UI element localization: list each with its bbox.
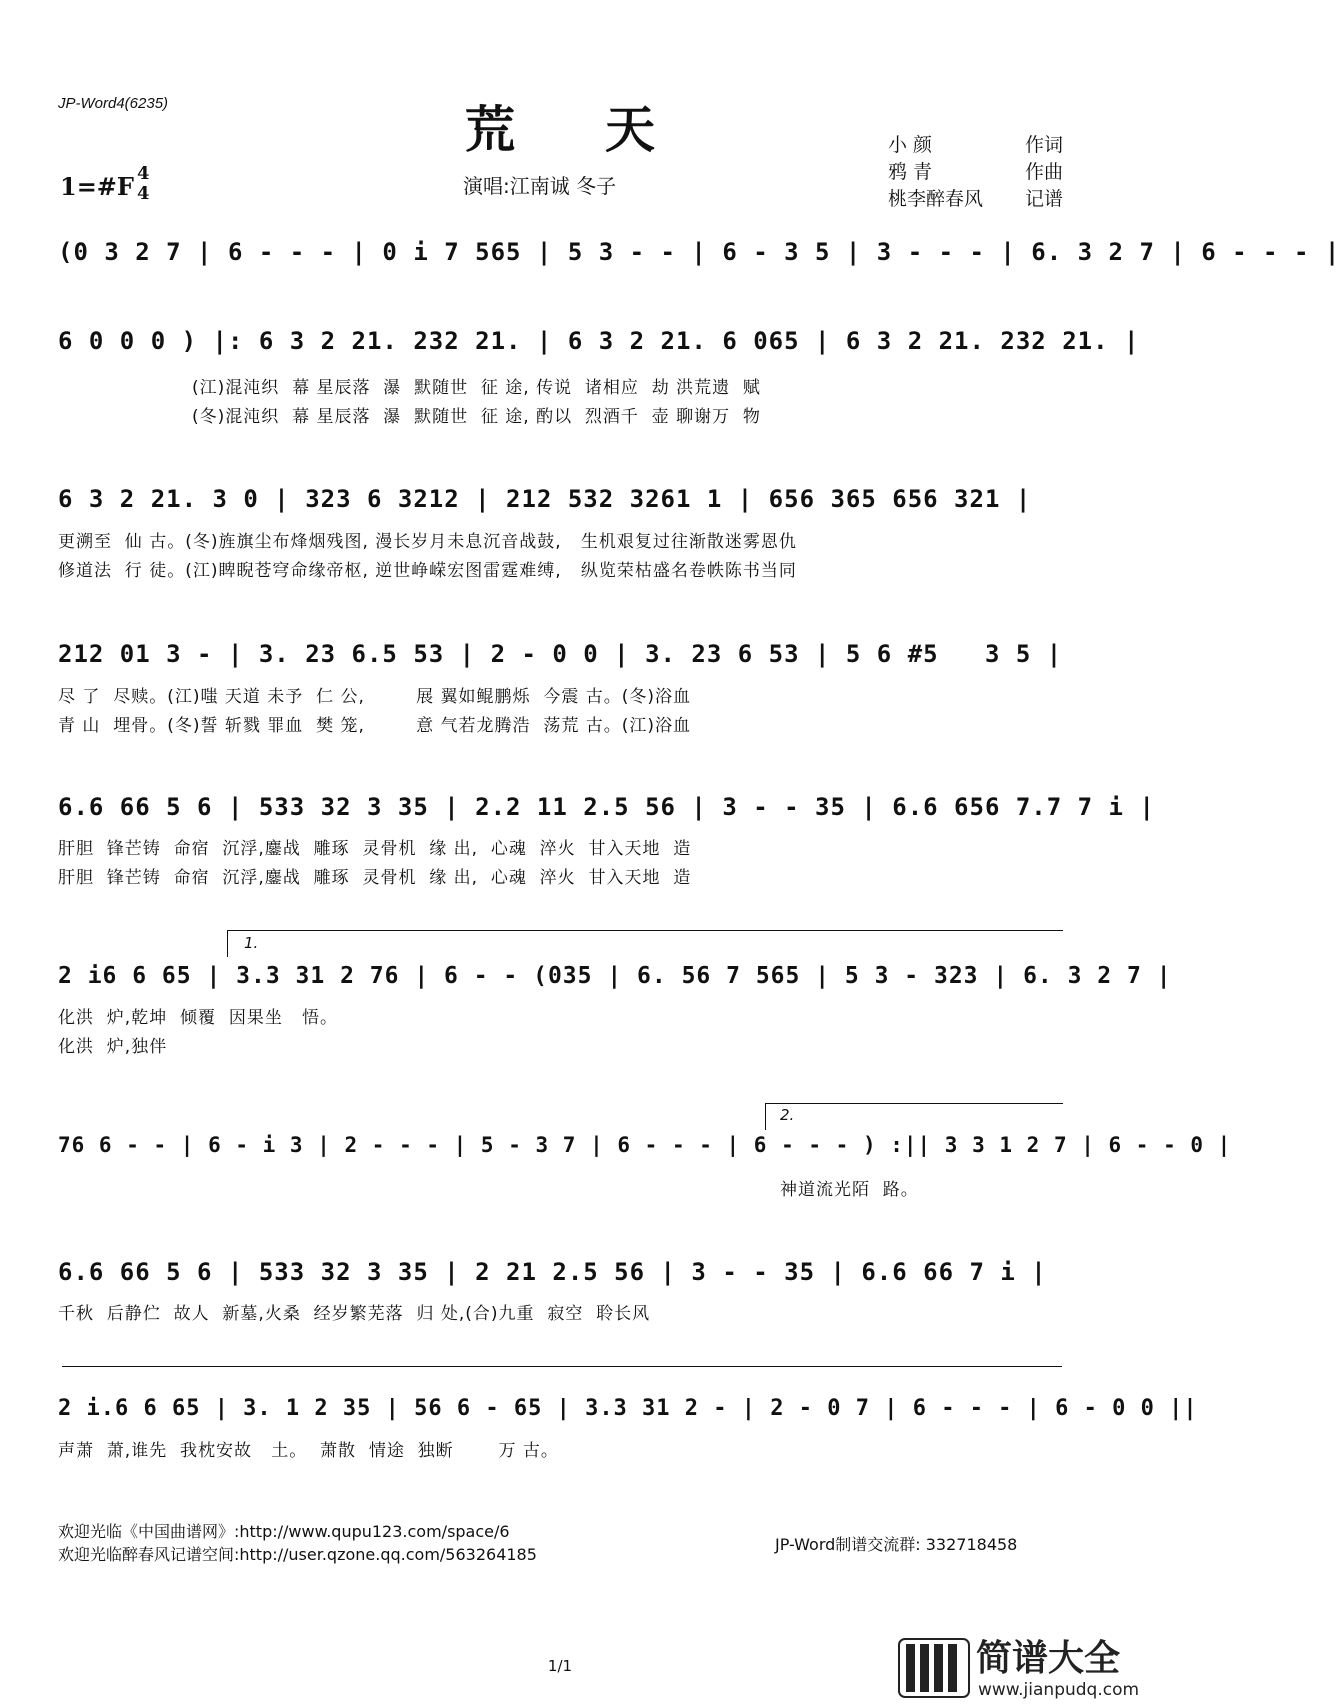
- lyric-verse-1: 尽 了 尽赎。(江)嗤 天道 未予 仁 公, 展 翼如鲲鹏烁 今震 古。(冬)浴血: [58, 687, 692, 707]
- lyric-verse-2: 修道法 行 徒。(江)睥睨苍穹命缘帝枢, 逆世峥嵘宏图雷霆难缚, 纵览荣枯盛名卷帙陈书当同: [58, 561, 797, 581]
- score-system-5: 6.6 66 5 6 | 533 32 3 35 | 2.2 11 2.5 56 | 3 - - 35 | 6.6 656 7.7 7 i |: [58, 793, 1155, 821]
- credit-role: 作词: [1024, 134, 1063, 156]
- score-system-7: 76 6 - - | 6 - i 3 | 2 - - - | 5 - 3 7 | 6 - - - | 6 - - - ) :|| 3 3 1 2 7 | 6 - - 0 |: [58, 1133, 1232, 1157]
- credit-composer: [888, 157, 1063, 184]
- site-logo[interactable]: [898, 1630, 1140, 1704]
- footer-link-1[interactable]: 欢迎光临《中国曲谱网》:http://www.qupu123.com/space/6: [58, 1522, 510, 1541]
- score-system-1: (0 3 2 7 | 6 - - - | 0 i 7 565 | 5 3 - - | 6 - 3 5 | 3 - - - | 6. 3 2 7 | 6 - - - |: [58, 238, 1340, 266]
- credit-role: 记谱: [1024, 188, 1063, 210]
- key-signature: 1=#F: [60, 172, 134, 201]
- lyric-verse-1: 声萧 萧,谁先 我枕安故 土。 萧散 情途 独断 万 古。: [58, 1441, 559, 1461]
- score-system-4: 212 01 3 - | 3. 23 6.5 53 | 2 - 0 0 | 3. 23 6 53 | 5 6 #5 3 5 |: [58, 640, 1063, 668]
- lyric-verse-1: 神道流光陌 路。: [780, 1180, 919, 1200]
- score-system-9: 2 i.6 6 65 | 3. 1 2 35 | 56 6 - 65 | 3.3 31 2 - | 2 - 0 7 | 6 - - - | 6 - 0 0 ||: [58, 1396, 1198, 1421]
- time-sig-bottom: 4: [137, 183, 150, 204]
- credit-lyricist: [888, 130, 1063, 157]
- volta-bracket-1: [227, 930, 1063, 957]
- credit-name: 小 颜: [888, 134, 933, 156]
- score-system-6: 2 i6 6 65 | 3.3 31 2 76 | 6 - - (035 | 6. 56 7 565 | 5 3 - 323 | 6. 3 2 7 |: [58, 963, 1172, 989]
- logo-url: www.jianpudq.com: [978, 1680, 1140, 1700]
- volta-bracket-2: [765, 1103, 1063, 1130]
- lyric-verse-2: (冬)混沌织 幕 星辰落 瀑 默随世 征 途, 酌以 烈酒千 壶 聊谢万 物: [192, 407, 761, 427]
- logo-brand: 简谱大全: [976, 1638, 1121, 1679]
- score-system-2: 6 0 0 0 ) |: 6 3 2 21. 232 21. | 6 3 2 21. 6 065 | 6 3 2 21. 232 21. |: [58, 327, 1140, 355]
- time-sig-top: 4: [137, 163, 150, 184]
- piano-keys-icon: [898, 1638, 970, 1698]
- time-signature: [137, 165, 150, 205]
- credit-name: 桃李醉春风: [888, 188, 984, 210]
- credit-role: 作曲: [1024, 161, 1063, 183]
- page-number: 1/1: [547, 1657, 573, 1675]
- lyric-verse-1: 化洪 炉,乾坤 倾覆 因果坐 悟。: [58, 1008, 339, 1028]
- lyric-verse-1: 更溯至 仙 古。(冬)旌旗尘布烽烟残图, 漫长岁月未息沉音战鼓, 生机艰复过往渐散迷雾恩仇: [58, 532, 797, 552]
- score-system-3: 6 3 2 21. 3 0 | 323 6 3212 | 212 532 3261 1 | 656 365 656 321 |: [58, 485, 1032, 513]
- lyric-verse-2: 青 山 埋骨。(冬)誓 斩戮 罪血 樊 笼, 意 气若龙腾浩 荡荒 古。(江)浴血: [58, 716, 692, 736]
- footer-link-2[interactable]: 欢迎光临醉春风记谱空间:http://user.qzone.qq.com/563264185: [58, 1545, 537, 1564]
- song-title: 荒天: [465, 100, 745, 159]
- singer-label: 演唱:江南诚 冬子: [463, 174, 617, 198]
- footer-group-info: JP-Word制谱交流群: 332718458: [775, 1535, 1018, 1554]
- lyric-verse-1: (江)混沌织 幕 星辰落 瀑 默随世 征 途, 传说 诸相应 劫 洪荒遗 赋: [192, 378, 761, 398]
- volta-number-2: 2.: [780, 1106, 795, 1124]
- lyric-verse-1: 肝胆 锋芒铸 命宿 沉浮,鏖战 雕琢 灵骨机 缘 出, 心魂 淬火 甘入天地 造: [58, 839, 692, 859]
- lyric-verse-1: 千秋 后静伫 故人 新墓,火桑 经岁繁芜落 归 处,(合)九重 寂空 聆长风: [58, 1304, 651, 1324]
- lyric-verse-2: 肝胆 锋芒铸 命宿 沉浮,鏖战 雕琢 灵骨机 缘 出, 心魂 淬火 甘入天地 造: [58, 868, 692, 888]
- score-system-8: 6.6 66 5 6 | 533 32 3 35 | 2 21 2.5 56 | 3 - - 35 | 6.6 66 7 i |: [58, 1258, 1047, 1286]
- credit-transcriber: [888, 184, 1063, 211]
- volta-number-1: 1.: [244, 934, 259, 952]
- footer-links: [58, 1520, 537, 1566]
- slur-line: [62, 1366, 1062, 1367]
- software-label: JP-Word4(6235): [58, 95, 169, 112]
- credit-name: 鸦 青: [888, 161, 933, 183]
- lyric-verse-2: 化洪 炉,独伴: [58, 1037, 168, 1057]
